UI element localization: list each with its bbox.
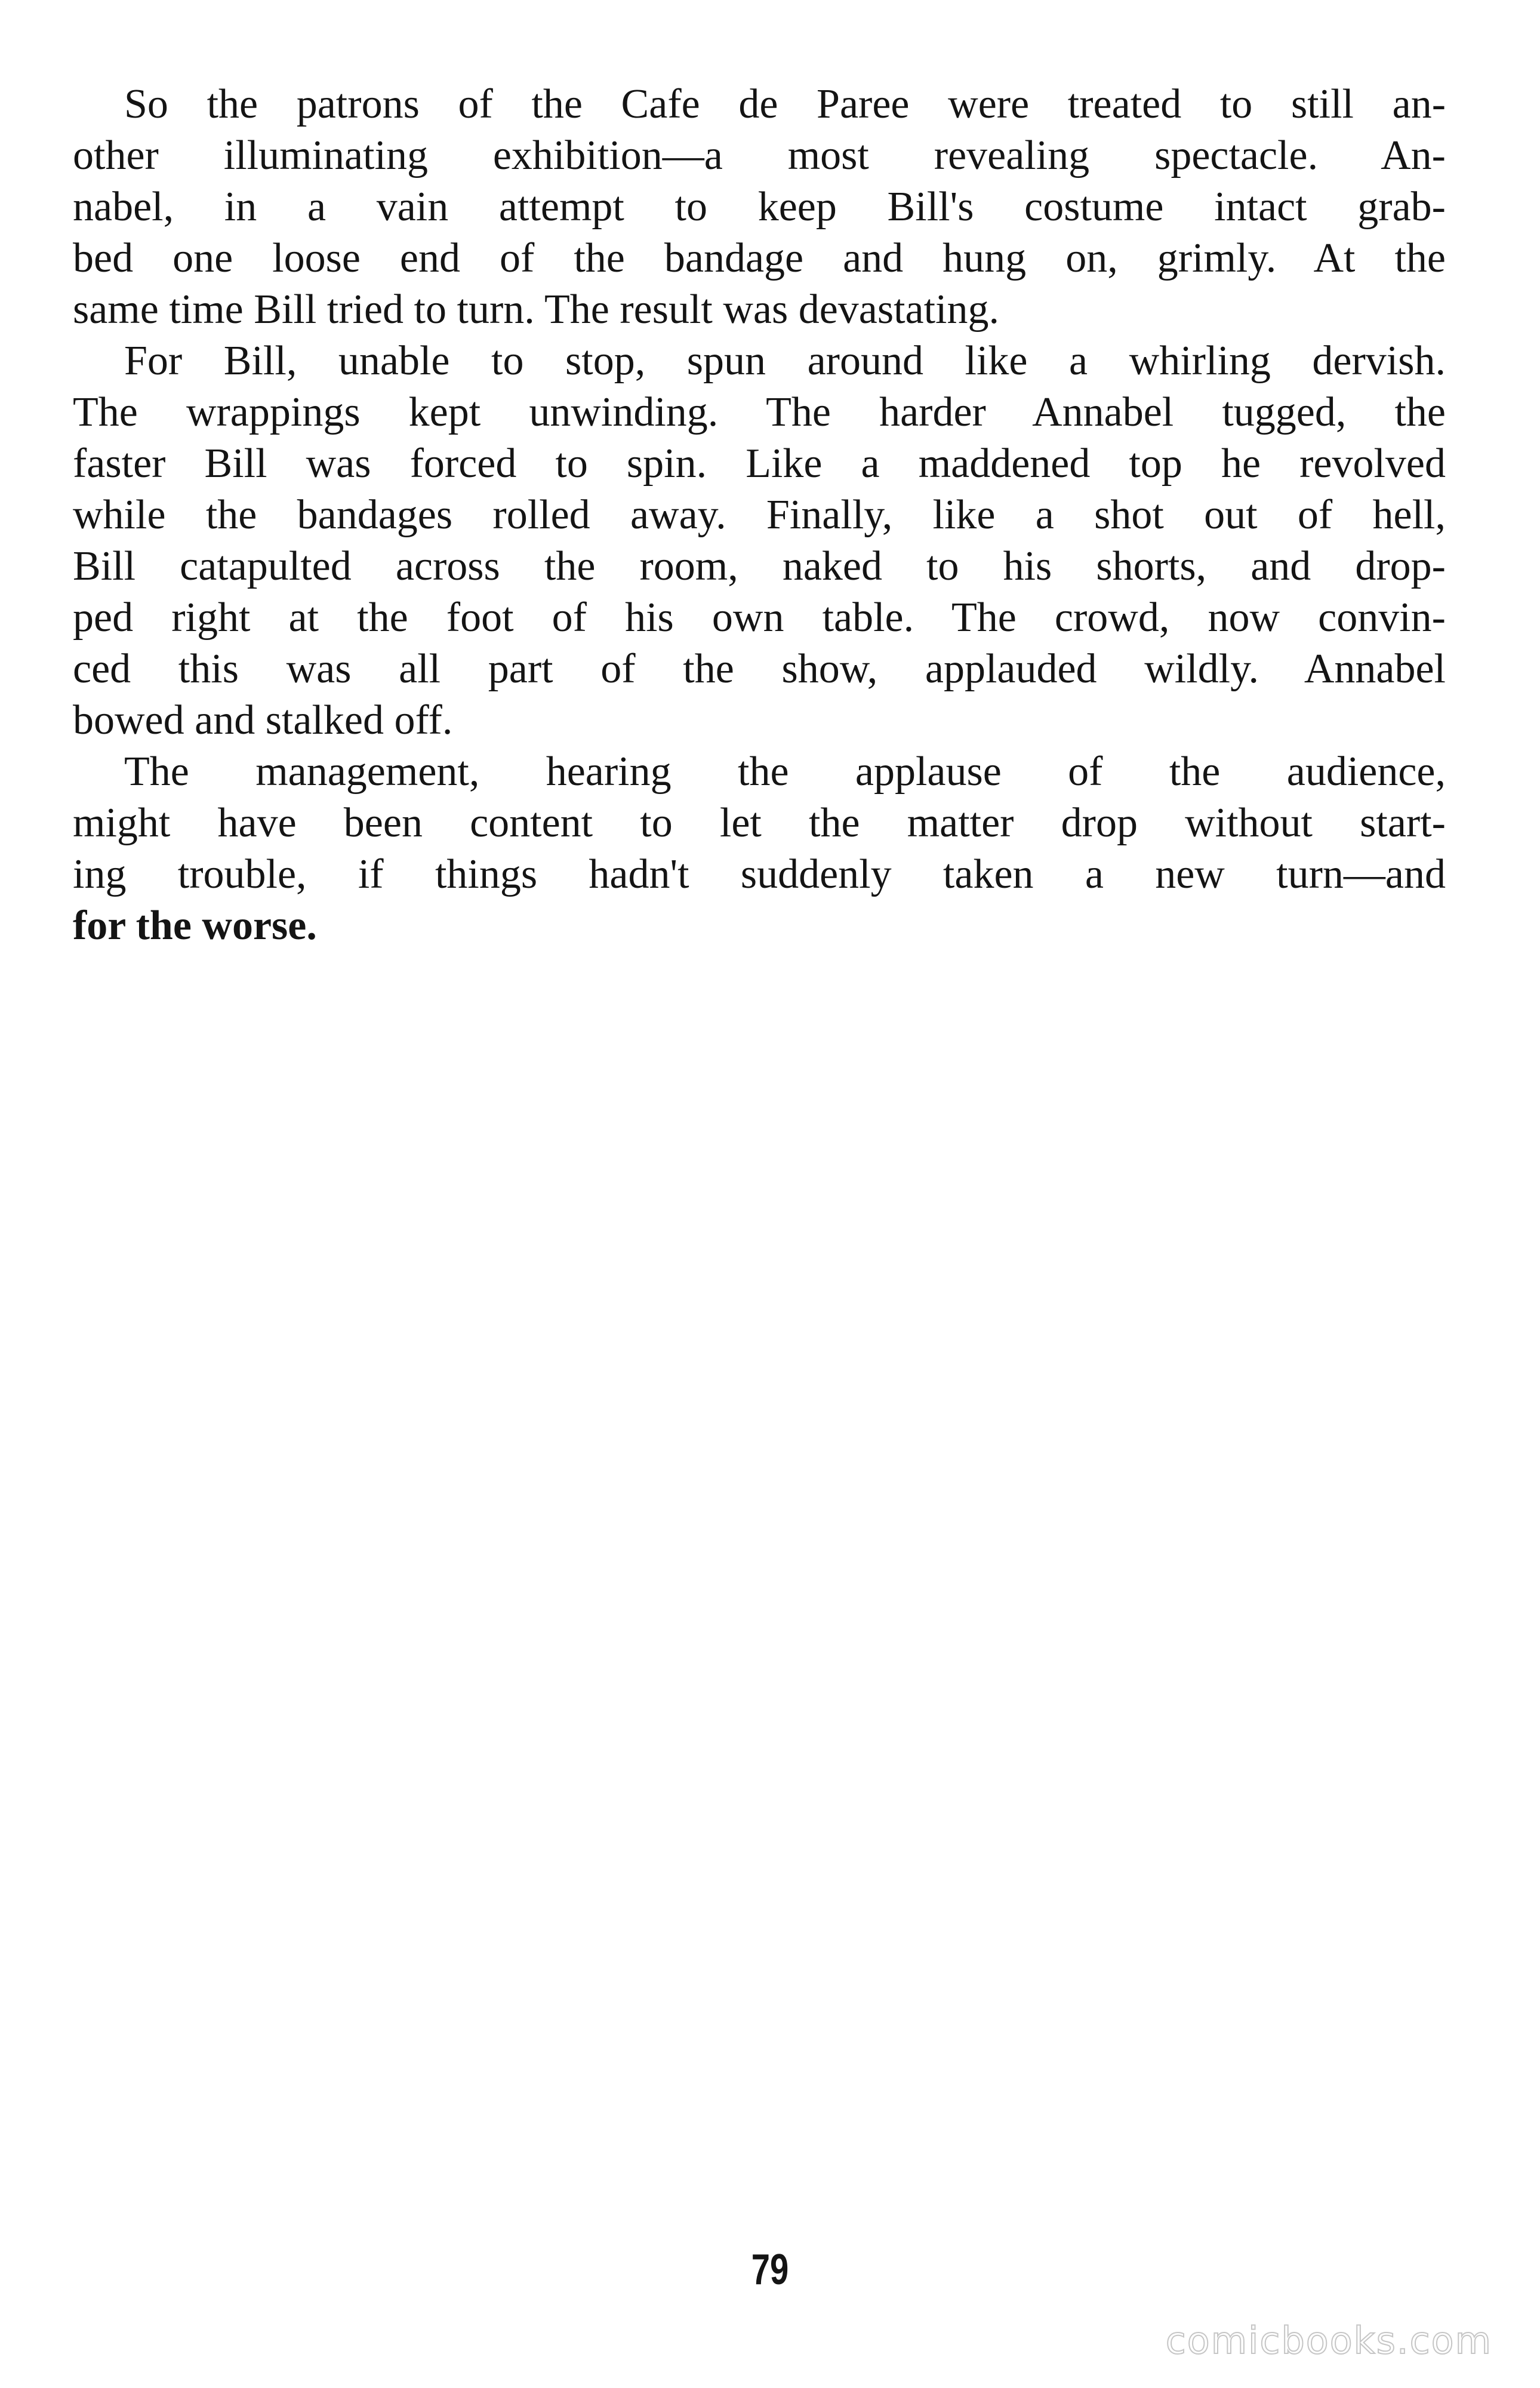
text-line: while the bandages rolled away. Finally, like a shot out of hell, (73, 492, 1446, 538)
text-line: bed one loose end of the bandage and hung on, grimly. At the (73, 235, 1446, 281)
text-line: same time Bill tried to turn. The result was devastating. (73, 287, 999, 333)
text-line: nabel, in a vain attempt to keep Bill's costume intact grab- (73, 184, 1446, 230)
text-line: for the worse. (73, 903, 317, 949)
text-line: might have been content to let the matter drop without start- (73, 800, 1446, 846)
page-number: 79 (751, 2246, 789, 2294)
text-line: ped right at the foot of his own table. The crowd, now convin- (73, 595, 1446, 641)
body-text (73, 79, 1446, 952)
text-line: other illuminating exhibition—a most revealing spectacle. An- (73, 133, 1446, 179)
text-line: For Bill, unable to stop, spun around like a whirling dervish. (124, 338, 1446, 384)
text-line: bowed and stalked off. (73, 697, 453, 743)
text-line: The management, hearing the applause of the audience, (124, 749, 1446, 795)
text-line: Bill catapulted across the room, naked to his shorts, and drop- (73, 543, 1446, 589)
text-line: ing trouble, if things hadn't suddenly taken a new turn—and (73, 851, 1446, 897)
watermark: comicbooks.com (1165, 2319, 1492, 2362)
text-line: So the patrons of the Cafe de Paree were treated to still an- (124, 81, 1446, 127)
text-line: faster Bill was forced to spin. Like a maddened top he revolved (73, 441, 1446, 487)
text-line: ced this was all part of the show, applauded wildly. Annabel (73, 646, 1446, 692)
text-line: The wrappings kept unwinding. The harder Annabel tugged, the (73, 389, 1446, 435)
